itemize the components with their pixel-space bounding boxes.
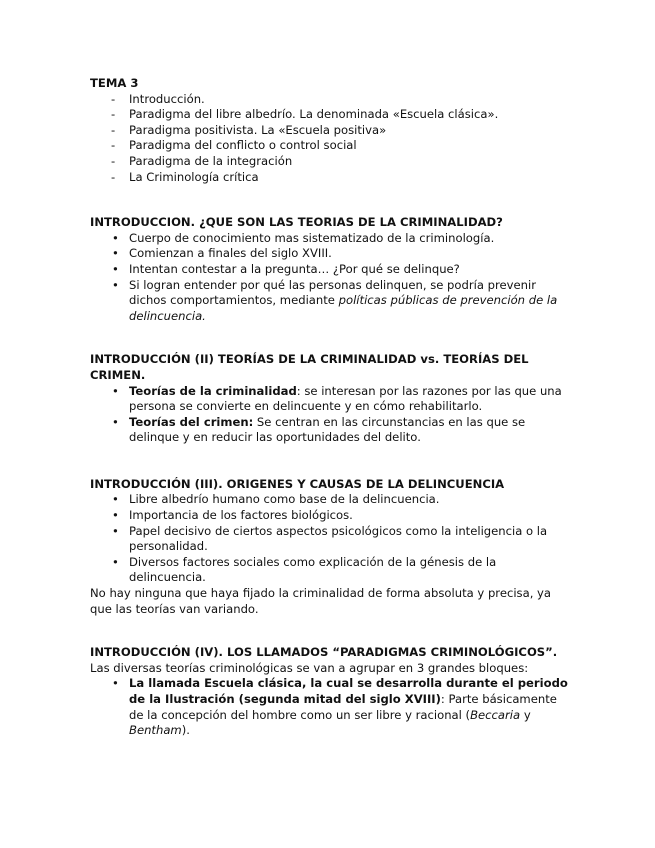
list-item: • Papel decisivo de ciertos aspectos psicológicos como la inteligencia o la personalidad. [112, 523, 548, 554]
list-item: • Intentan contestar a la pregunta… ¿Por qué se delinque? [112, 261, 460, 276]
list-item: - Paradigma de la integración [111, 153, 293, 168]
dash-marker: - [111, 107, 116, 122]
bullet-marker: • [112, 554, 119, 569]
bullet-marker: • [112, 414, 119, 429]
section-heading-intro-iii: INTRODUCCIÓN (III). ORIGENES Y CAUSAS DE LA DELINCUENCIA [90, 476, 505, 491]
list-item: • Libre albedrío humano como base de la delincuencia. [112, 492, 440, 507]
bullet-marker: • [112, 277, 119, 292]
bullet-marker: • [112, 508, 119, 523]
dash-marker: - [111, 169, 116, 184]
bullet-marker: • [112, 383, 119, 398]
list-item: • Teorías del crimen: Se centran en las circunstancias en las que se delinque y en reducir las oportunidades del delito. [112, 414, 526, 445]
list-item: • Diversos factores sociales como explicación de la génesis de la delincuencia. [112, 554, 497, 585]
bullet-marker: • [112, 676, 119, 691]
paragraph: No hay ninguna que haya fijado la criminalidad de forma absoluta y precisa, ya que las teorías van variando. [90, 586, 552, 616]
section-heading-intro: INTRODUCCION. ¿QUE SON LAS TEORIAS DE LA CRIMINALIDAD? [90, 215, 503, 230]
dash-marker: - [111, 91, 116, 106]
list-item: • Importancia de los factores biológicos. [112, 508, 353, 523]
section-heading-intro-ii: INTRODUCCIÓN (II) TEORÍAS DE LA CRIMINALIDAD vs. TEORÍAS DEL CRIMEN. [90, 352, 529, 382]
bullet-marker: • [112, 230, 119, 245]
list-item: - Paradigma del libre albedrío. La denominada «Escuela clásica». [111, 107, 499, 122]
bullet-marker: • [112, 261, 119, 276]
bullet-marker: • [112, 523, 119, 538]
list-item: • Comienzan a finales del siglo XVIII. [112, 246, 332, 261]
list-item: • Si logran entender por qué las personas delinquen, se podría prevenir dichos comportamientos, mediante políticas públicas de prevención de la delincuencia. [112, 277, 558, 323]
section-list-intro-ii [90, 384, 568, 446]
section-heading-intro-iv: INTRODUCCIÓN (IV). LOS LLAMADOS “PARADIGMAS CRIMINOLÓGICOS”. [90, 645, 558, 660]
dash-marker: - [111, 138, 116, 153]
bullet-marker: • [112, 246, 119, 261]
list-item: • Cuerpo de conocimiento mas sistematizado de la criminología. [112, 230, 495, 245]
dash-marker: - [111, 122, 116, 137]
list-item: - La Criminología crítica [111, 169, 259, 184]
list-item: • Teorías de la criminalidad: se interesan por las razones por las que una persona se convierte en delincuente y en cómo rehabilitarlo. [112, 383, 562, 414]
section-list-intro-iii [90, 492, 568, 586]
section-list-intro [90, 231, 568, 325]
paragraph-intro: Las diversas teorías criminológicas se van a agrupar en 3 grandes bloques: [90, 660, 529, 675]
document-content [90, 76, 568, 739]
tema-title: TEMA 3 [90, 76, 139, 90]
section-list-intro-iv [90, 676, 568, 738]
dash-marker: - [111, 153, 116, 168]
list-item: - Introducción. [111, 91, 205, 106]
list-item: - Paradigma positivista. La «Escuela positiva» [111, 122, 387, 137]
bullet-marker: • [112, 492, 119, 507]
list-item: • La llamada Escuela clásica, la cual se desarrolla durante el periodo de la Ilustración (segunda mitad del siglo XVIII): Parte básicamente de la concepción del hombre como un ser libre y racional (Beccaria y Bentham). [112, 676, 568, 738]
list-item: - Paradigma del conflicto o control social [111, 138, 357, 153]
tema-list [90, 92, 568, 186]
